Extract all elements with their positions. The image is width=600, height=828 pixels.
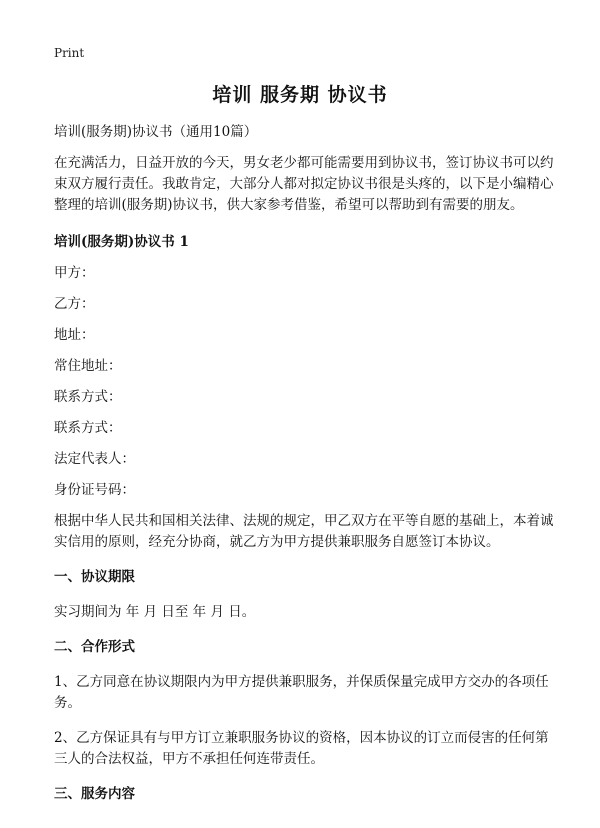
section-cooperation-item-1: 1、乙方同意在协议期限内为甲方提供兼职服务，并保质保量完成甲方交办的各项任务。 (54, 674, 549, 711)
field-legal-representative: 法定代表人： (54, 451, 135, 467)
print-label[interactable]: Print (54, 46, 85, 60)
field-permanent-address: 常住地址： (54, 358, 122, 374)
field-contact-2: 联系方式： (54, 420, 122, 436)
agreement-heading: 培训(服务期)协议书 1 (54, 234, 189, 250)
document-body (54, 122, 554, 819)
document-subtitle: 培训(服务期)协议书（通用10篇） (54, 124, 258, 140)
intro-paragraph: 在充满活力，日益开放的今天，男女老少都可能需要用到协议书，签订协议书可以约束双方履行责任。我敢肯定，大部分人都对拟定协议书很是头疼的，以下是小编精心整理的培训(服务期)协议书，供大家参考借鉴，希望可以帮助到有需要的朋友。 (54, 155, 554, 213)
section-title-service-content: 三、服务内容 (54, 786, 135, 802)
field-id-number: 身份证号码： (54, 482, 135, 498)
section-title-cooperation: 二、合作形式 (54, 639, 135, 655)
section-cooperation-item-2: 2、乙方保证具有与甲方订立兼职服务协议的资格，因本协议的订立而侵害的任何第三人的合法权益，甲方不承担任何连带责任。 (54, 730, 549, 767)
field-contact-1: 联系方式： (54, 389, 122, 405)
field-party-b: 乙方： (54, 296, 95, 312)
section-title-term: 一、协议期限 (54, 569, 135, 585)
field-address: 地址： (54, 327, 95, 343)
preamble-paragraph: 根据中华人民共和国相关法律、法规的规定，甲乙双方在平等自愿的基础上，本着诚实信用的原则，经充分协商，就乙方为甲方提供兼职服务自愿签订本协议。 (54, 513, 554, 550)
field-party-a: 甲方： (54, 265, 95, 281)
document-title: 培训 服务期 协议书 (212, 84, 388, 106)
section-term-text: 实习期间为 年 月 日至 年 月 日。 (54, 604, 256, 620)
